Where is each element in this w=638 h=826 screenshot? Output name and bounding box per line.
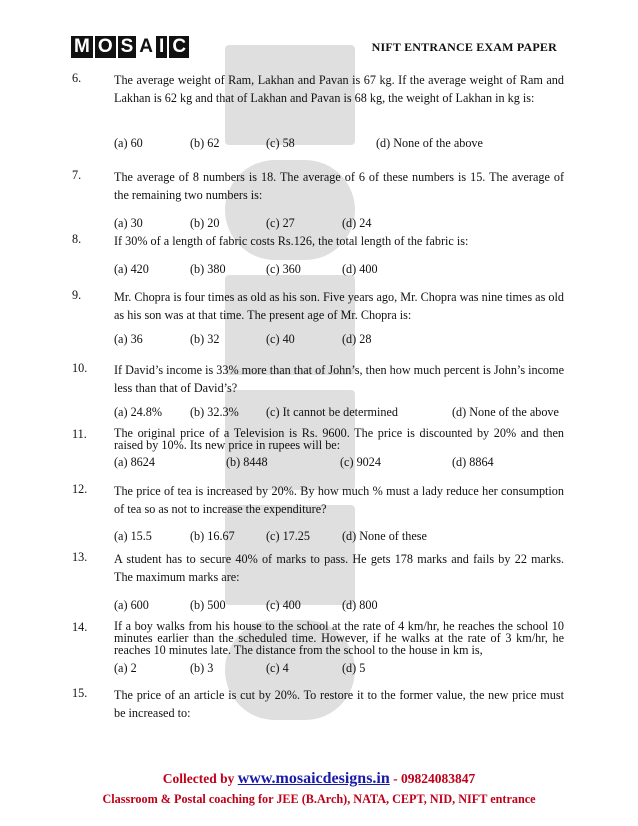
question-number: 15.	[72, 686, 88, 700]
option-d: (d) 24	[342, 216, 372, 230]
footer-separator: -	[393, 771, 398, 786]
collected-by-label: Collected by	[162, 771, 235, 786]
option-b: (b) 32	[190, 332, 220, 346]
option-c: (c) 360	[266, 262, 301, 276]
question-number: 6.	[72, 71, 82, 85]
option-b: (b) 62	[190, 136, 220, 150]
option-b: (b) 16.67	[190, 529, 235, 543]
question-text: Mr. Chopra is four times as old as his son. Five years ago, Mr. Chopra was nine times as old as his son was at that time. The present age of Mr. Chopra is:	[114, 290, 564, 322]
option-a: (a) 24.8%	[114, 405, 163, 419]
page-header	[0, 0, 638, 60]
option-b: (b) 380	[190, 262, 226, 276]
question-number: 8.	[72, 232, 82, 246]
question-text: If a boy walks from his house to the school at the rate of 4 km/hr, he reaches the school 10 minutes earlier than the scheduled time. However, if he walks at the rate of 3 km/hr, he reaches 10 minutes late. The distance from the school to the house in km is,	[114, 619, 564, 657]
phone-number: 09824083847	[401, 771, 476, 786]
option-b: (b) 20	[190, 216, 220, 230]
question-number: 9.	[72, 288, 82, 302]
option-a: (a) 420	[114, 262, 149, 276]
question-text: If 30% of a length of fabric costs Rs.126, the total length of the fabric is:	[114, 234, 469, 248]
question-number: 7.	[72, 168, 82, 182]
question-text: The price of tea is increased by 20%. By how much % must a lady reduce her consumption of tea so as not to increase the expenditure?	[114, 484, 564, 516]
question-number: 13.	[72, 550, 88, 564]
option-a: (a) 30	[114, 216, 143, 230]
option-c: (c) 400	[266, 598, 301, 612]
question-text: The price of an article is cut by 20%. To restore it to the former value, the new price must be increased to:	[114, 688, 564, 720]
option-d: (d) 5	[342, 661, 366, 675]
logo-letter: A	[139, 36, 154, 57]
question-text: The average of 8 numbers is 18. The average of 6 of these numbers is 15. The average of the remaining two numbers is:	[114, 170, 564, 202]
question-number: 11.	[72, 427, 87, 441]
option-b: (b) 500	[190, 598, 226, 612]
logo-letter: M	[71, 36, 93, 58]
option-b: (b) 3	[190, 661, 214, 675]
question-text: A student has to secure 40% of marks to pass. He gets 178 marks and fails by 22 marks. The maximum marks are:	[114, 552, 564, 584]
question-number: 10.	[72, 361, 88, 375]
option-c: (c) 17.25	[266, 529, 310, 543]
option-b: (b) 8448	[226, 455, 268, 469]
option-a: (a) 36	[114, 332, 143, 346]
option-a: (a) 8624	[114, 455, 155, 469]
option-a: (a) 60	[114, 136, 143, 150]
coaching-info: Classroom & Postal coaching for JEE (B.Arch), NATA, CEPT, NID, NIFT entrance	[102, 792, 536, 806]
logo-letter: I	[156, 36, 167, 58]
exam-title: NIFT ENTRANCE EXAM PAPER	[371, 40, 557, 54]
page-footer	[0, 770, 638, 807]
option-d: (d) 800	[342, 598, 378, 612]
logo-letter: S	[118, 36, 137, 58]
option-d: (d) None of the above	[452, 405, 559, 419]
logo-letter: C	[169, 36, 189, 58]
option-d: (d) None of these	[342, 529, 427, 543]
website-link[interactable]: www.mosaicdesigns.in	[237, 770, 390, 787]
option-c: (c) 40	[266, 332, 295, 346]
question-text: The average weight of Ram, Lakhan and Pavan is 67 kg. If the average weight of Ram and Lakhan is 62 kg and that of Lakhan and Pavan is 68 kg, the weight of Lakhan in kg is:	[114, 73, 564, 105]
option-d: (d) None of the above	[376, 136, 483, 150]
option-a: (a) 15.5	[114, 529, 152, 543]
option-c: (c) It cannot be determined	[266, 405, 398, 419]
option-c: (c) 58	[266, 136, 295, 150]
question-text: The original price of a Television is Rs. 9600. The price is discounted by 20% and then raised by 10%. Its new price in rupees will be:	[114, 426, 564, 452]
option-d: (d) 400	[342, 262, 378, 276]
logo-letter: O	[95, 36, 116, 58]
question-text: If David’s income is 33% more than that of John’s, then how much percent is John’s income less than that of David’s?	[114, 363, 564, 395]
option-c: (c) 4	[266, 661, 289, 675]
question-number: 14.	[72, 620, 88, 634]
question-number: 12.	[72, 482, 88, 496]
footer-credit	[0, 770, 638, 788]
option-a: (a) 600	[114, 598, 149, 612]
mosaic-logo	[71, 36, 197, 58]
option-a: (a) 2	[114, 661, 137, 675]
option-c: (c) 27	[266, 216, 295, 230]
option-c: (c) 9024	[340, 455, 381, 469]
option-b: (b) 32.3%	[190, 405, 239, 419]
option-d: (d) 28	[342, 332, 372, 346]
option-d: (d) 8864	[452, 455, 494, 469]
